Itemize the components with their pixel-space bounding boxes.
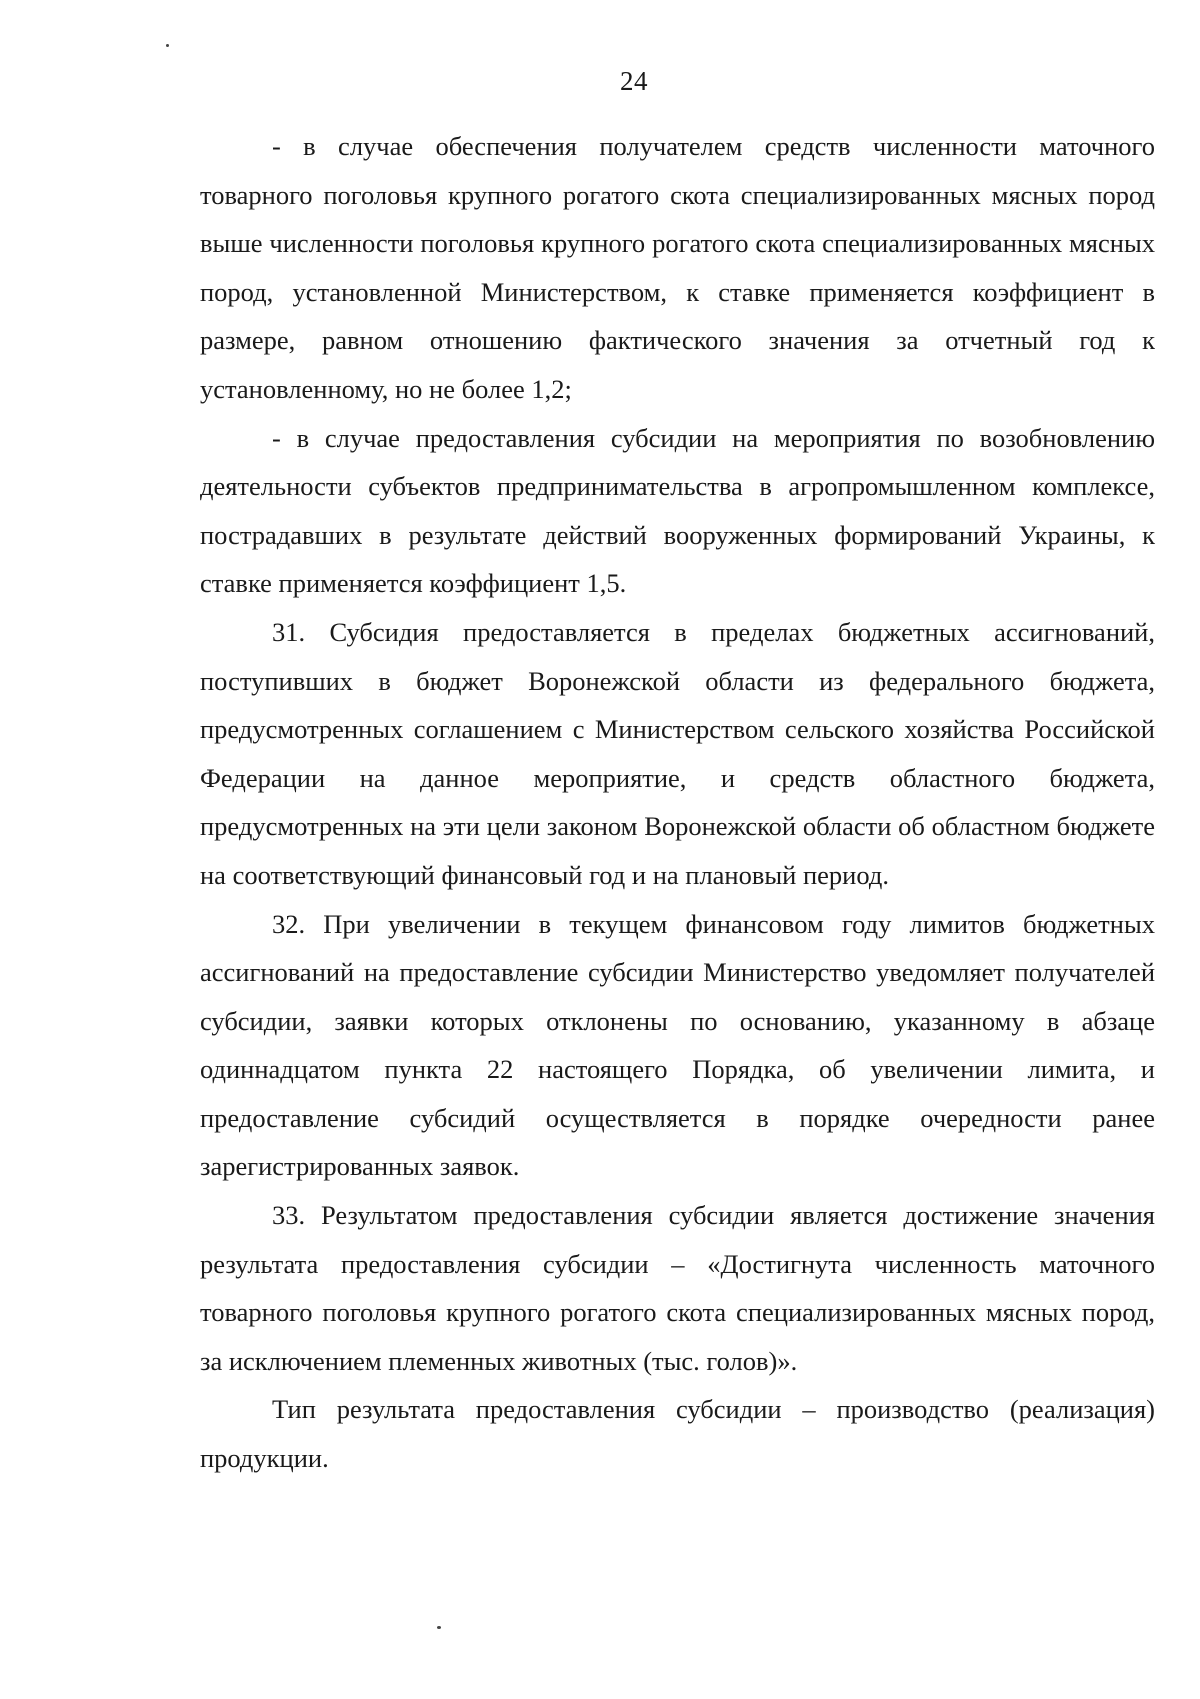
scan-speck xyxy=(437,1626,441,1629)
paragraph-item-32: 32. При увеличении в текущем финансовом году лимитов бюджетных ассигнований на предоставление субсидии Министерство уведомляет получателей субсидии, заявки которых отклонены по основанию, указанному в абзаце одиннадцатом пункта 22 настоящего Порядка, об увеличении лимита, и предоставление субсидий осуществляется в порядке очередности ранее зарегистрированных заявок. xyxy=(200,908,1155,1182)
paragraph-coefficient-herd: - в случае обеспечения получателем средств численности маточного товарного поголовья крупного рогатого скота специализированных мясных пород выше численности поголовья крупного рогатого скота специализированных мясных пород, установленной Министерством, к ставке применяется коэффициент в размере, равном отношению фактического значения за отчетный год к установленному, но не более 1,2; xyxy=(200,131,1155,404)
scan-speck xyxy=(166,44,169,47)
paragraph-coefficient-recovery: - в случае предоставления субсидии на мероприятия по возобновлению деятельности субъектов предпринимательства в агропромышленном комплексе, пострадавших в результате действий вооруженных формирований Украины, к ставке применяется коэффициент 1,5. xyxy=(200,422,1155,599)
page-number: 24 xyxy=(620,66,648,96)
paragraph-item-33: 33. Результатом предоставления субсидии является достижение значения результата предоставления субсидии – «Достигнута численность маточного товарного поголовья крупного рогатого скота специализированных мясных пород, за исключением племенных животных (тыс. голов)». xyxy=(200,1200,1155,1376)
paragraph-result-type: Тип результата предоставления субсидии – производство (реализация) продукции. xyxy=(200,1394,1155,1474)
paragraph-item-31: 31. Субсидия предоставляется в пределах бюджетных ассигнований, поступивших в бюджет Воронежской области из федерального бюджета, предусмотренных соглашением с Министерством сельского хозяйства Российской Федерации на данное мероприятие, и средств областного бюджета, предусмотренных на эти цели законом Воронежской области об областном бюджете на соответствующий финансовый год и на плановый период. xyxy=(200,616,1155,890)
document-body xyxy=(200,122,1155,1483)
